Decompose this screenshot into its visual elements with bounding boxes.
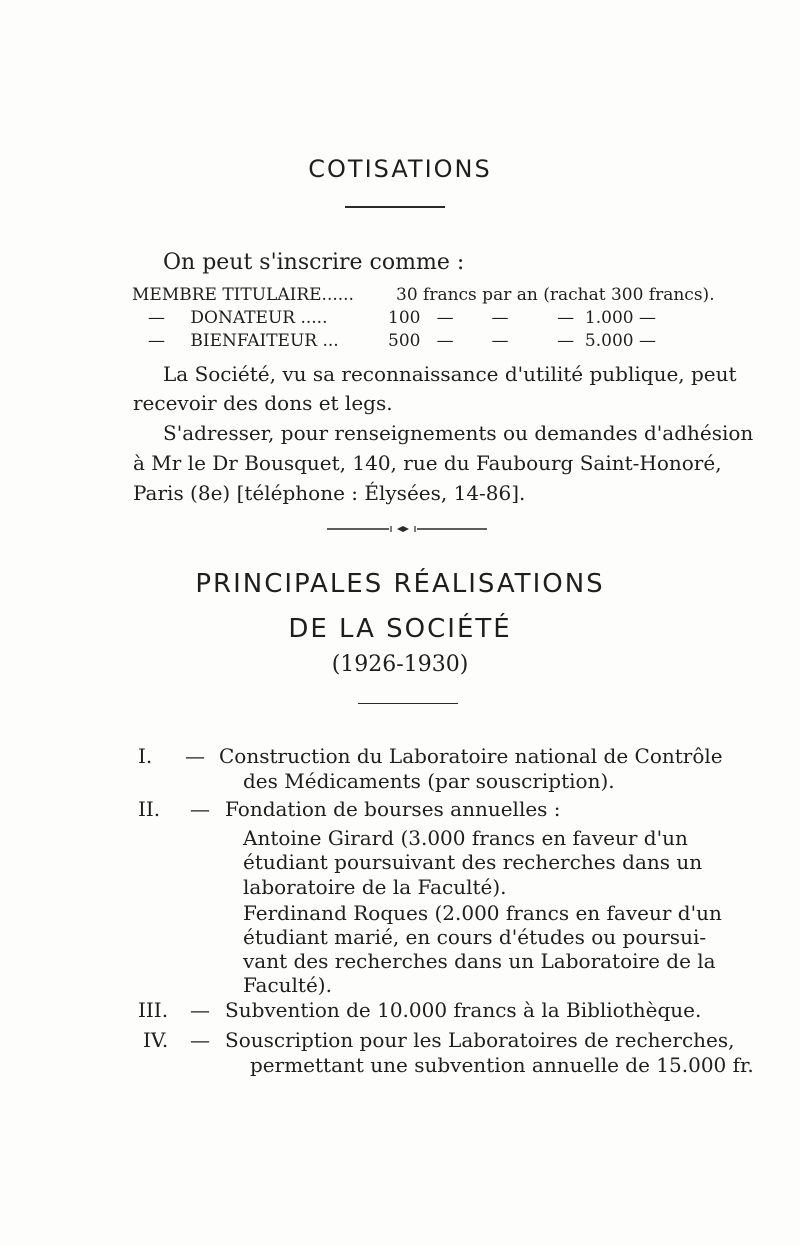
membership-row	[148, 331, 339, 351]
row-dash: —	[148, 308, 165, 328]
bourse-line: Faculté).	[243, 973, 332, 997]
item-line: permettant une subvention annuelle de 15.000 fr.	[250, 1053, 754, 1077]
realisations-title-line1: PRINCIPALES RÉALISATIONS	[195, 569, 605, 599]
membership-name: MEMBRE TITULAIRE......	[132, 285, 354, 305]
intro-text: On peut s'inscrire comme :	[163, 250, 465, 275]
item-dash: —	[185, 744, 205, 768]
paragraph-line: Paris (8e) [téléphone : Élysées, 14-86].	[133, 481, 526, 505]
membership-name: DONATEUR .....	[190, 308, 328, 328]
realisations-years: (1926-1930)	[331, 652, 469, 677]
item-line: Fondation de bourses annuelles :	[225, 797, 561, 821]
paragraph-line: S'adresser, pour renseignements ou demandes d'adhésion	[163, 421, 754, 445]
membership-name: BIENFAITEUR ...	[190, 331, 339, 351]
item-number: II.	[138, 797, 161, 821]
membership-row	[148, 308, 328, 328]
item-dash: —	[190, 998, 210, 1022]
bourse-line: vant des recherches dans un Laboratoire de la	[243, 949, 716, 973]
item-line: Souscription pour les Laboratoires de recherches,	[225, 1028, 735, 1052]
bourse-line: Ferdinand Roques (2.000 francs en faveur d'un	[243, 901, 722, 925]
item-line: Subvention de 10.000 francs à la Bibliothèque.	[225, 998, 702, 1022]
ornament-divider	[327, 520, 487, 532]
item-number: IV.	[143, 1028, 169, 1052]
realisations-divider	[358, 703, 458, 704]
membership-rate: 30 francs par an (rachat 300 francs).	[396, 285, 715, 305]
item-dash: —	[190, 797, 210, 821]
paragraph-line: recevoir des dons et legs.	[133, 391, 393, 415]
item-dash: —	[190, 1028, 210, 1052]
membership-row	[132, 285, 354, 305]
item-number: III.	[138, 998, 169, 1022]
bourse-line: étudiant poursuivant des recherches dans un	[243, 850, 703, 874]
membership-rate: 100 — — — 1.000 —	[388, 308, 656, 328]
cotisations-title: COTISATIONS	[308, 155, 492, 183]
item-line: des Médicaments (par souscription).	[243, 769, 615, 793]
item-line: Construction du Laboratoire national de Contrôle	[219, 744, 723, 768]
title-divider	[345, 206, 445, 208]
bourse-line: étudiant marié, en cours d'études ou poursui-	[243, 925, 707, 949]
item-number: I.	[138, 744, 153, 768]
membership-rate: 500 — — — 5.000 —	[388, 331, 656, 351]
bourse-line: Antoine Girard (3.000 francs en faveur d'un	[243, 826, 688, 850]
paragraph-line: La Société, vu sa reconnaissance d'utilité publique, peut	[163, 362, 737, 386]
realisations-title-line2: DE LA SOCIÉTÉ	[288, 614, 512, 644]
row-dash: —	[148, 331, 165, 351]
paragraph-line: à Mr le Dr Bousquet, 140, rue du Faubourg Saint-Honoré,	[133, 451, 722, 475]
bourse-line: laboratoire de la Faculté).	[243, 875, 507, 899]
